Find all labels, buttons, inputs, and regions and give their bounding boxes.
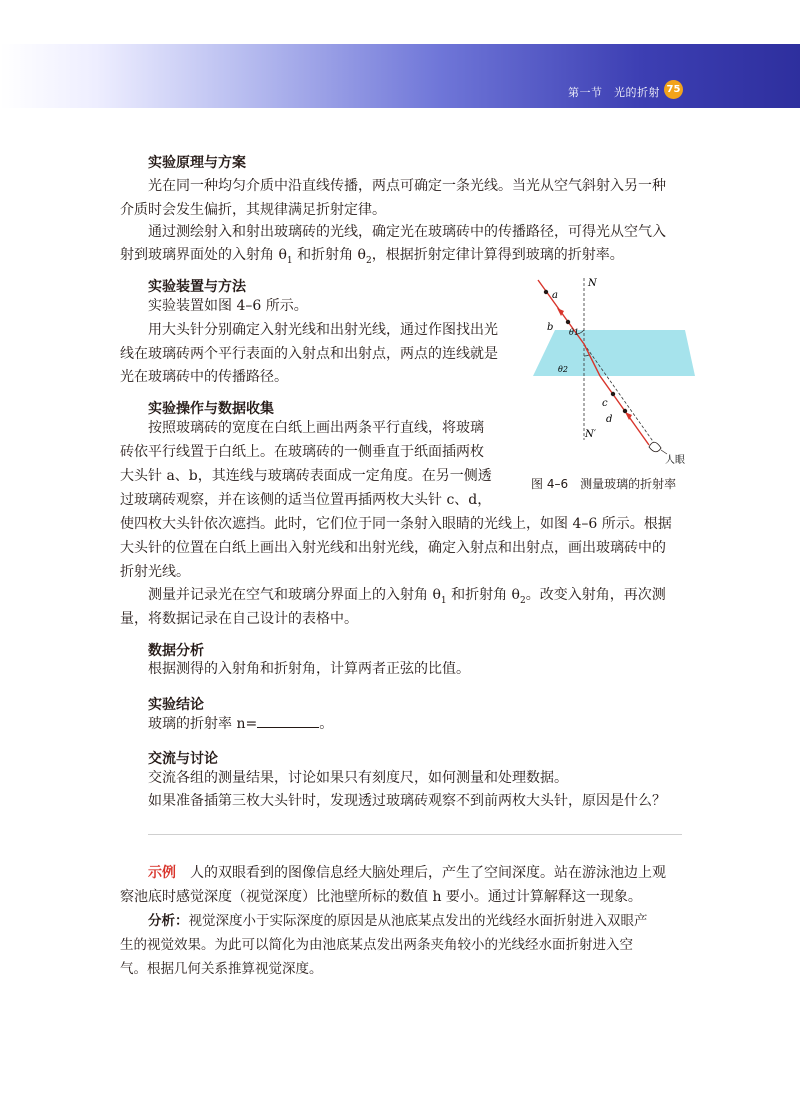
- heading-conclusion: 实验结论: [148, 697, 204, 713]
- principle-line-3: 通过测绘射入和射出玻璃砖的光线，确定光在玻璃砖中的传播路径，可得光从空气入: [148, 224, 666, 240]
- pin-a: [544, 290, 548, 294]
- label-N-prime: N′: [585, 429, 597, 440]
- apparatus-line-4: 光在玻璃砖中的传播路径。: [120, 369, 288, 385]
- heading-principle: 实验原理与方案: [148, 155, 246, 171]
- label-c: c: [602, 398, 608, 409]
- label-d: d: [606, 414, 613, 425]
- label-b: b: [547, 322, 554, 333]
- operation-line-3: 大头针 a、b，其连线与玻璃砖表面成一定角度。在另一侧透: [120, 468, 492, 484]
- pin-c: [611, 392, 615, 396]
- running-header: 第一节 光的折射: [568, 86, 660, 99]
- label-N: N: [588, 278, 597, 289]
- heading-apparatus: 实验装置与方法: [148, 279, 246, 295]
- operation-line-7: 折射光线。: [120, 564, 190, 580]
- apparatus-line-2: 用大头针分别确定入射光线和出射光线，通过作图找出光: [148, 322, 498, 338]
- principle-line-4: 射到玻璃界面处的入射角 $\theta_1$ 和折射角 $\theta_2$，根据折射定律计算得到玻璃的折射率。: [120, 247, 624, 266]
- pin-d: [623, 409, 627, 413]
- label-a: a: [552, 290, 558, 301]
- principle-line-1: 光在同一种均匀介质中沿直线传播，两点可确定一条光线。当光从空气斜射入另一种: [148, 178, 666, 194]
- discussion-line-2: 如果准备插第三枚大头针时，发现透过玻璃砖观察不到前两枚大头针，原因是什么？: [148, 793, 666, 809]
- analysis-label: 分析：: [148, 913, 189, 929]
- example-line-1: 示例 人的双眼看到的图像信息经大脑处理后，产生了空间深度。站在游泳池边上观: [148, 865, 666, 881]
- example-analysis-line-2: 生的视觉效果。为此可以简化为由池底某点发出两条夹角较小的光线经水面折射进入空: [120, 937, 633, 953]
- operation-line-1: 按照玻璃砖的宽度在白纸上画出两条平行直线，将玻璃: [148, 420, 484, 436]
- apparatus-line-1: 实验装置如图 4–6 所示。: [148, 298, 308, 314]
- example-line-2: 察池底时感觉深度（视觉深度）比池壁所标的数值 h 要小。通过计算解释这一现象。: [120, 889, 642, 905]
- figure-caption: 图 4–6 测量玻璃的折射率: [531, 477, 677, 491]
- section-divider: [148, 834, 682, 835]
- operation-line-2: 砖依平行线置于白纸上。在玻璃砖的一侧垂直于纸面插两枚: [120, 444, 484, 460]
- conclusion-line-1: 玻璃的折射率 n= 。: [148, 716, 334, 732]
- example-analysis-line-1: 分析：视觉深度小于实际深度的原因是从池底某点发出的光线经水面折射进入双眼产: [148, 913, 648, 929]
- answer-blank: [257, 716, 319, 728]
- analysis-line-1: 根据测得的入射角和折射角，计算两者正弦的比值。: [148, 661, 470, 677]
- label-theta1: θ1: [569, 328, 579, 337]
- label-theta2: θ2: [558, 365, 568, 374]
- operation-line-9: 量，将数据记录在自己设计的表格中。: [120, 611, 358, 627]
- example-analysis-line-3: 气。根据几何关系推算视觉深度。: [120, 961, 323, 977]
- operation-line-6: 大头针的位置在白纸上画出入射光线和出射光线，确定入射点和出射点，画出玻璃砖中的: [120, 540, 666, 556]
- principle-line-2: 介质时会发生偏折，其规律满足折射定律。: [120, 202, 386, 218]
- apparatus-line-3: 线在玻璃砖两个平行表面的入射点和出射点，两点的连线就是: [120, 346, 498, 362]
- eye-icon: [649, 442, 661, 452]
- label-eye: 人眼: [665, 455, 685, 466]
- heading-operation: 实验操作与数据收集: [148, 401, 274, 417]
- pin-b: [566, 320, 570, 324]
- operation-line-4: 过玻璃砖观察，并在该侧的适当位置再插两枚大头针 c、d，: [120, 492, 492, 508]
- page-number-badge: 75: [664, 80, 683, 99]
- operation-line-5: 使四枚大头针依次遮挡。此时，它们位于同一条射入眼睛的光线上，如图 4–6 所示。根据: [120, 516, 672, 532]
- discussion-line-1: 交流各组的测量结果，讨论如果只有刻度尺，如何测量和处理数据。: [148, 770, 568, 786]
- example-label: 示例: [148, 865, 176, 881]
- refraction-diagram: [525, 272, 695, 472]
- heading-discussion: 交流与讨论: [148, 751, 218, 767]
- heading-analysis: 数据分析: [148, 643, 204, 659]
- operation-line-8: 测量并记录光在空气和玻璃分界面上的入射角 $\theta_1$ 和折射角 $\theta_2$。改变入射角，再次测: [148, 587, 666, 606]
- header-band: [0, 44, 800, 108]
- eye-pointer-line: [661, 450, 667, 454]
